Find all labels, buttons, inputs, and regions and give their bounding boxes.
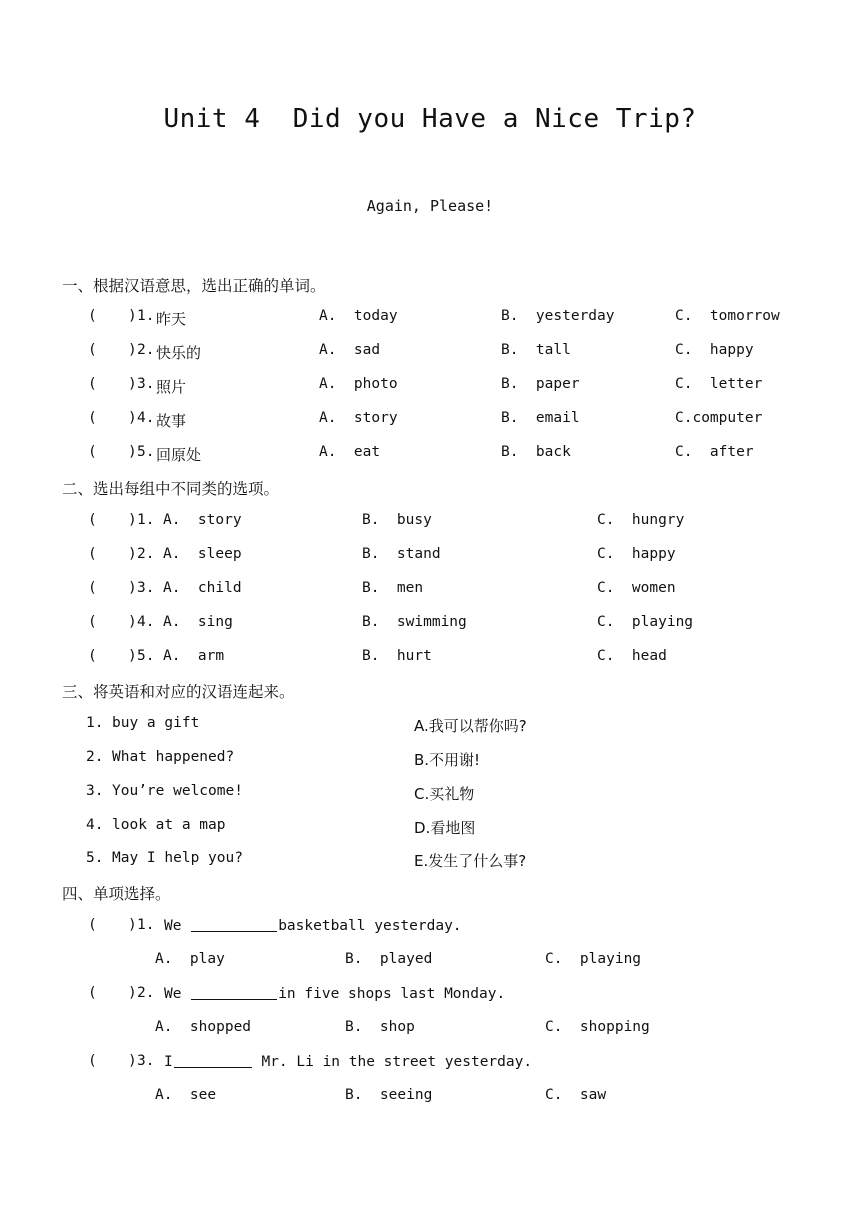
option-b: B. email bbox=[501, 410, 580, 426]
answer-paren-open: ( bbox=[88, 985, 97, 1001]
chinese-phrase: C.买礼物 bbox=[414, 785, 475, 803]
option-b: B. back bbox=[501, 444, 571, 460]
section-2-heading: 二、选出每组中不同类的选项。 bbox=[62, 480, 280, 498]
option-c: C. head bbox=[597, 648, 667, 664]
option-a: A. sing bbox=[163, 614, 233, 630]
answer-paren-close: ) bbox=[128, 444, 137, 460]
option-a: A. sad bbox=[319, 342, 381, 358]
option-a: A. sleep bbox=[163, 546, 242, 562]
s4-question-2 bbox=[0, 985, 860, 1009]
question-number: 3. bbox=[137, 376, 155, 392]
answer-paren-close: ) bbox=[128, 342, 137, 358]
answer-paren-open: ( bbox=[88, 308, 97, 324]
sentence-start: We bbox=[164, 986, 191, 1002]
option-a: A. story bbox=[319, 410, 398, 426]
s1-question-3 bbox=[0, 376, 860, 400]
s1-question-5 bbox=[0, 444, 860, 468]
english-phrase: What happened? bbox=[112, 749, 235, 765]
s2-question-5 bbox=[0, 648, 860, 672]
item-number: 4. bbox=[86, 817, 104, 833]
sentence-end: in five shops last Monday. bbox=[278, 986, 506, 1002]
answer-paren-open: ( bbox=[88, 546, 97, 562]
answer-paren-close: ) bbox=[128, 614, 137, 630]
option-b: B. seeing bbox=[345, 1087, 433, 1103]
page-title: Unit 4 Did you Have a Nice Trip? bbox=[163, 104, 697, 134]
option-a: A. play bbox=[155, 951, 225, 967]
s1-question-4 bbox=[0, 410, 860, 434]
s2-question-3 bbox=[0, 580, 860, 604]
english-phrase: You’re welcome! bbox=[112, 783, 243, 799]
answer-paren-open: ( bbox=[88, 512, 97, 528]
answer-paren-close: ) bbox=[128, 580, 137, 596]
answer-paren-close: ) bbox=[128, 648, 137, 664]
chinese-word: 昨天 bbox=[156, 310, 187, 328]
sentence-start: We bbox=[164, 918, 191, 934]
option-c: C. letter bbox=[675, 376, 763, 392]
option-b: B. stand bbox=[362, 546, 441, 562]
question-number: 3. bbox=[137, 580, 155, 596]
option-a: A. eat bbox=[319, 444, 381, 460]
item-number: 1. bbox=[86, 715, 104, 731]
option-b: B. tall bbox=[501, 342, 571, 358]
chinese-word: 回原处 bbox=[156, 446, 202, 464]
s4-question-3 bbox=[0, 1053, 860, 1077]
section-1-heading: 一、根据汉语意思，选出正确的单词。 bbox=[62, 277, 326, 295]
option-b: B. shop bbox=[345, 1019, 415, 1035]
s3-pair-1 bbox=[0, 715, 860, 739]
option-c: C. women bbox=[597, 580, 676, 596]
option-c: C. playing bbox=[597, 614, 694, 630]
answer-paren-open: ( bbox=[88, 342, 97, 358]
option-b: B. men bbox=[362, 580, 424, 596]
option-c: C. playing bbox=[545, 951, 642, 967]
answer-paren-open: ( bbox=[88, 1053, 97, 1069]
answer-paren-open: ( bbox=[88, 410, 97, 426]
option-b: B. hurt bbox=[362, 648, 432, 664]
s3-pair-5 bbox=[0, 850, 860, 874]
answer-paren-close: ) bbox=[128, 1053, 137, 1069]
option-a: A. child bbox=[163, 580, 242, 596]
answer-paren-close: ) bbox=[128, 512, 137, 528]
answer-paren-open: ( bbox=[88, 444, 97, 460]
sentence-start: I bbox=[164, 1054, 173, 1070]
option-b: B. yesterday bbox=[501, 308, 615, 324]
item-number: 3. bbox=[86, 783, 104, 799]
question-number: 2. bbox=[137, 546, 155, 562]
s1-question-2 bbox=[0, 342, 860, 366]
question-number: 1. bbox=[137, 308, 155, 324]
question-number: 1. bbox=[137, 917, 155, 933]
option-b: B. played bbox=[345, 951, 433, 967]
s3-pair-3 bbox=[0, 783, 860, 807]
option-a: A. photo bbox=[319, 376, 398, 392]
answer-paren-close: ) bbox=[128, 410, 137, 426]
chinese-phrase: E.发生了什么事? bbox=[414, 852, 527, 870]
answer-paren-open: ( bbox=[88, 376, 97, 392]
answer-paren-open: ( bbox=[88, 614, 97, 630]
option-a: A. story bbox=[163, 512, 242, 528]
s2-question-4 bbox=[0, 614, 860, 638]
option-c: C. tomorrow bbox=[675, 308, 780, 324]
fill-blank[interactable] bbox=[174, 1053, 252, 1068]
question-number: 4. bbox=[137, 410, 155, 426]
answer-paren-close: ) bbox=[128, 376, 137, 392]
option-a: A. see bbox=[155, 1087, 217, 1103]
sentence bbox=[164, 1053, 532, 1070]
answer-paren-close: ) bbox=[128, 917, 137, 933]
option-a: A. today bbox=[319, 308, 398, 324]
answer-paren-open: ( bbox=[88, 580, 97, 596]
option-c: C. saw bbox=[545, 1087, 607, 1103]
s2-question-2 bbox=[0, 546, 860, 570]
sentence-end: Mr. Li in the street yesterday. bbox=[252, 1054, 533, 1070]
chinese-word: 照片 bbox=[156, 378, 187, 396]
s4-options-2 bbox=[0, 1019, 860, 1043]
question-number: 5. bbox=[137, 444, 155, 460]
s2-question-1 bbox=[0, 512, 860, 536]
section-3-heading: 三、将英语和对应的汉语连起来。 bbox=[62, 683, 295, 701]
question-number: 5. bbox=[137, 648, 155, 664]
option-b: B. paper bbox=[501, 376, 580, 392]
question-number: 4. bbox=[137, 614, 155, 630]
chinese-phrase: D.看地图 bbox=[414, 819, 476, 837]
option-b: B. busy bbox=[362, 512, 432, 528]
chinese-word: 快乐的 bbox=[156, 344, 202, 362]
chinese-phrase: B.不用谢! bbox=[414, 751, 481, 769]
chinese-word: 故事 bbox=[156, 412, 187, 430]
question-number: 1. bbox=[137, 512, 155, 528]
fill-blank[interactable] bbox=[191, 985, 277, 1000]
section-4-heading: 四、单项选择。 bbox=[62, 885, 171, 903]
english-phrase: May I help you? bbox=[112, 850, 243, 866]
answer-paren-close: ) bbox=[128, 546, 137, 562]
question-number: 3. bbox=[137, 1053, 155, 1069]
option-a: A. arm bbox=[163, 648, 225, 664]
option-c: C. shopping bbox=[545, 1019, 650, 1035]
answer-paren-open: ( bbox=[88, 648, 97, 664]
s4-question-1 bbox=[0, 917, 860, 941]
sentence-end: basketball yesterday. bbox=[278, 918, 462, 934]
sentence bbox=[164, 917, 462, 934]
english-phrase: buy a gift bbox=[112, 715, 200, 731]
answer-paren-close: ) bbox=[128, 308, 137, 324]
option-a: A. shopped bbox=[155, 1019, 252, 1035]
s4-options-3 bbox=[0, 1087, 860, 1111]
option-c: C. happy bbox=[675, 342, 754, 358]
page-subtitle: Again, Please! bbox=[366, 197, 494, 215]
answer-paren-open: ( bbox=[88, 917, 97, 933]
chinese-phrase: A.我可以帮你吗? bbox=[414, 717, 527, 735]
fill-blank[interactable] bbox=[191, 917, 277, 932]
item-number: 5. bbox=[86, 850, 104, 866]
option-c: C. after bbox=[675, 444, 754, 460]
option-c: C.computer bbox=[675, 410, 763, 426]
option-b: B. swimming bbox=[362, 614, 467, 630]
s3-pair-4 bbox=[0, 817, 860, 841]
item-number: 2. bbox=[86, 749, 104, 765]
question-number: 2. bbox=[137, 342, 155, 358]
s3-pair-2 bbox=[0, 749, 860, 773]
question-number: 2. bbox=[137, 985, 155, 1001]
s4-options-1 bbox=[0, 951, 860, 975]
option-c: C. happy bbox=[597, 546, 676, 562]
s1-question-1 bbox=[0, 308, 860, 332]
answer-paren-close: ) bbox=[128, 985, 137, 1001]
english-phrase: look at a map bbox=[112, 817, 226, 833]
option-c: C. hungry bbox=[597, 512, 685, 528]
sentence bbox=[164, 985, 505, 1002]
